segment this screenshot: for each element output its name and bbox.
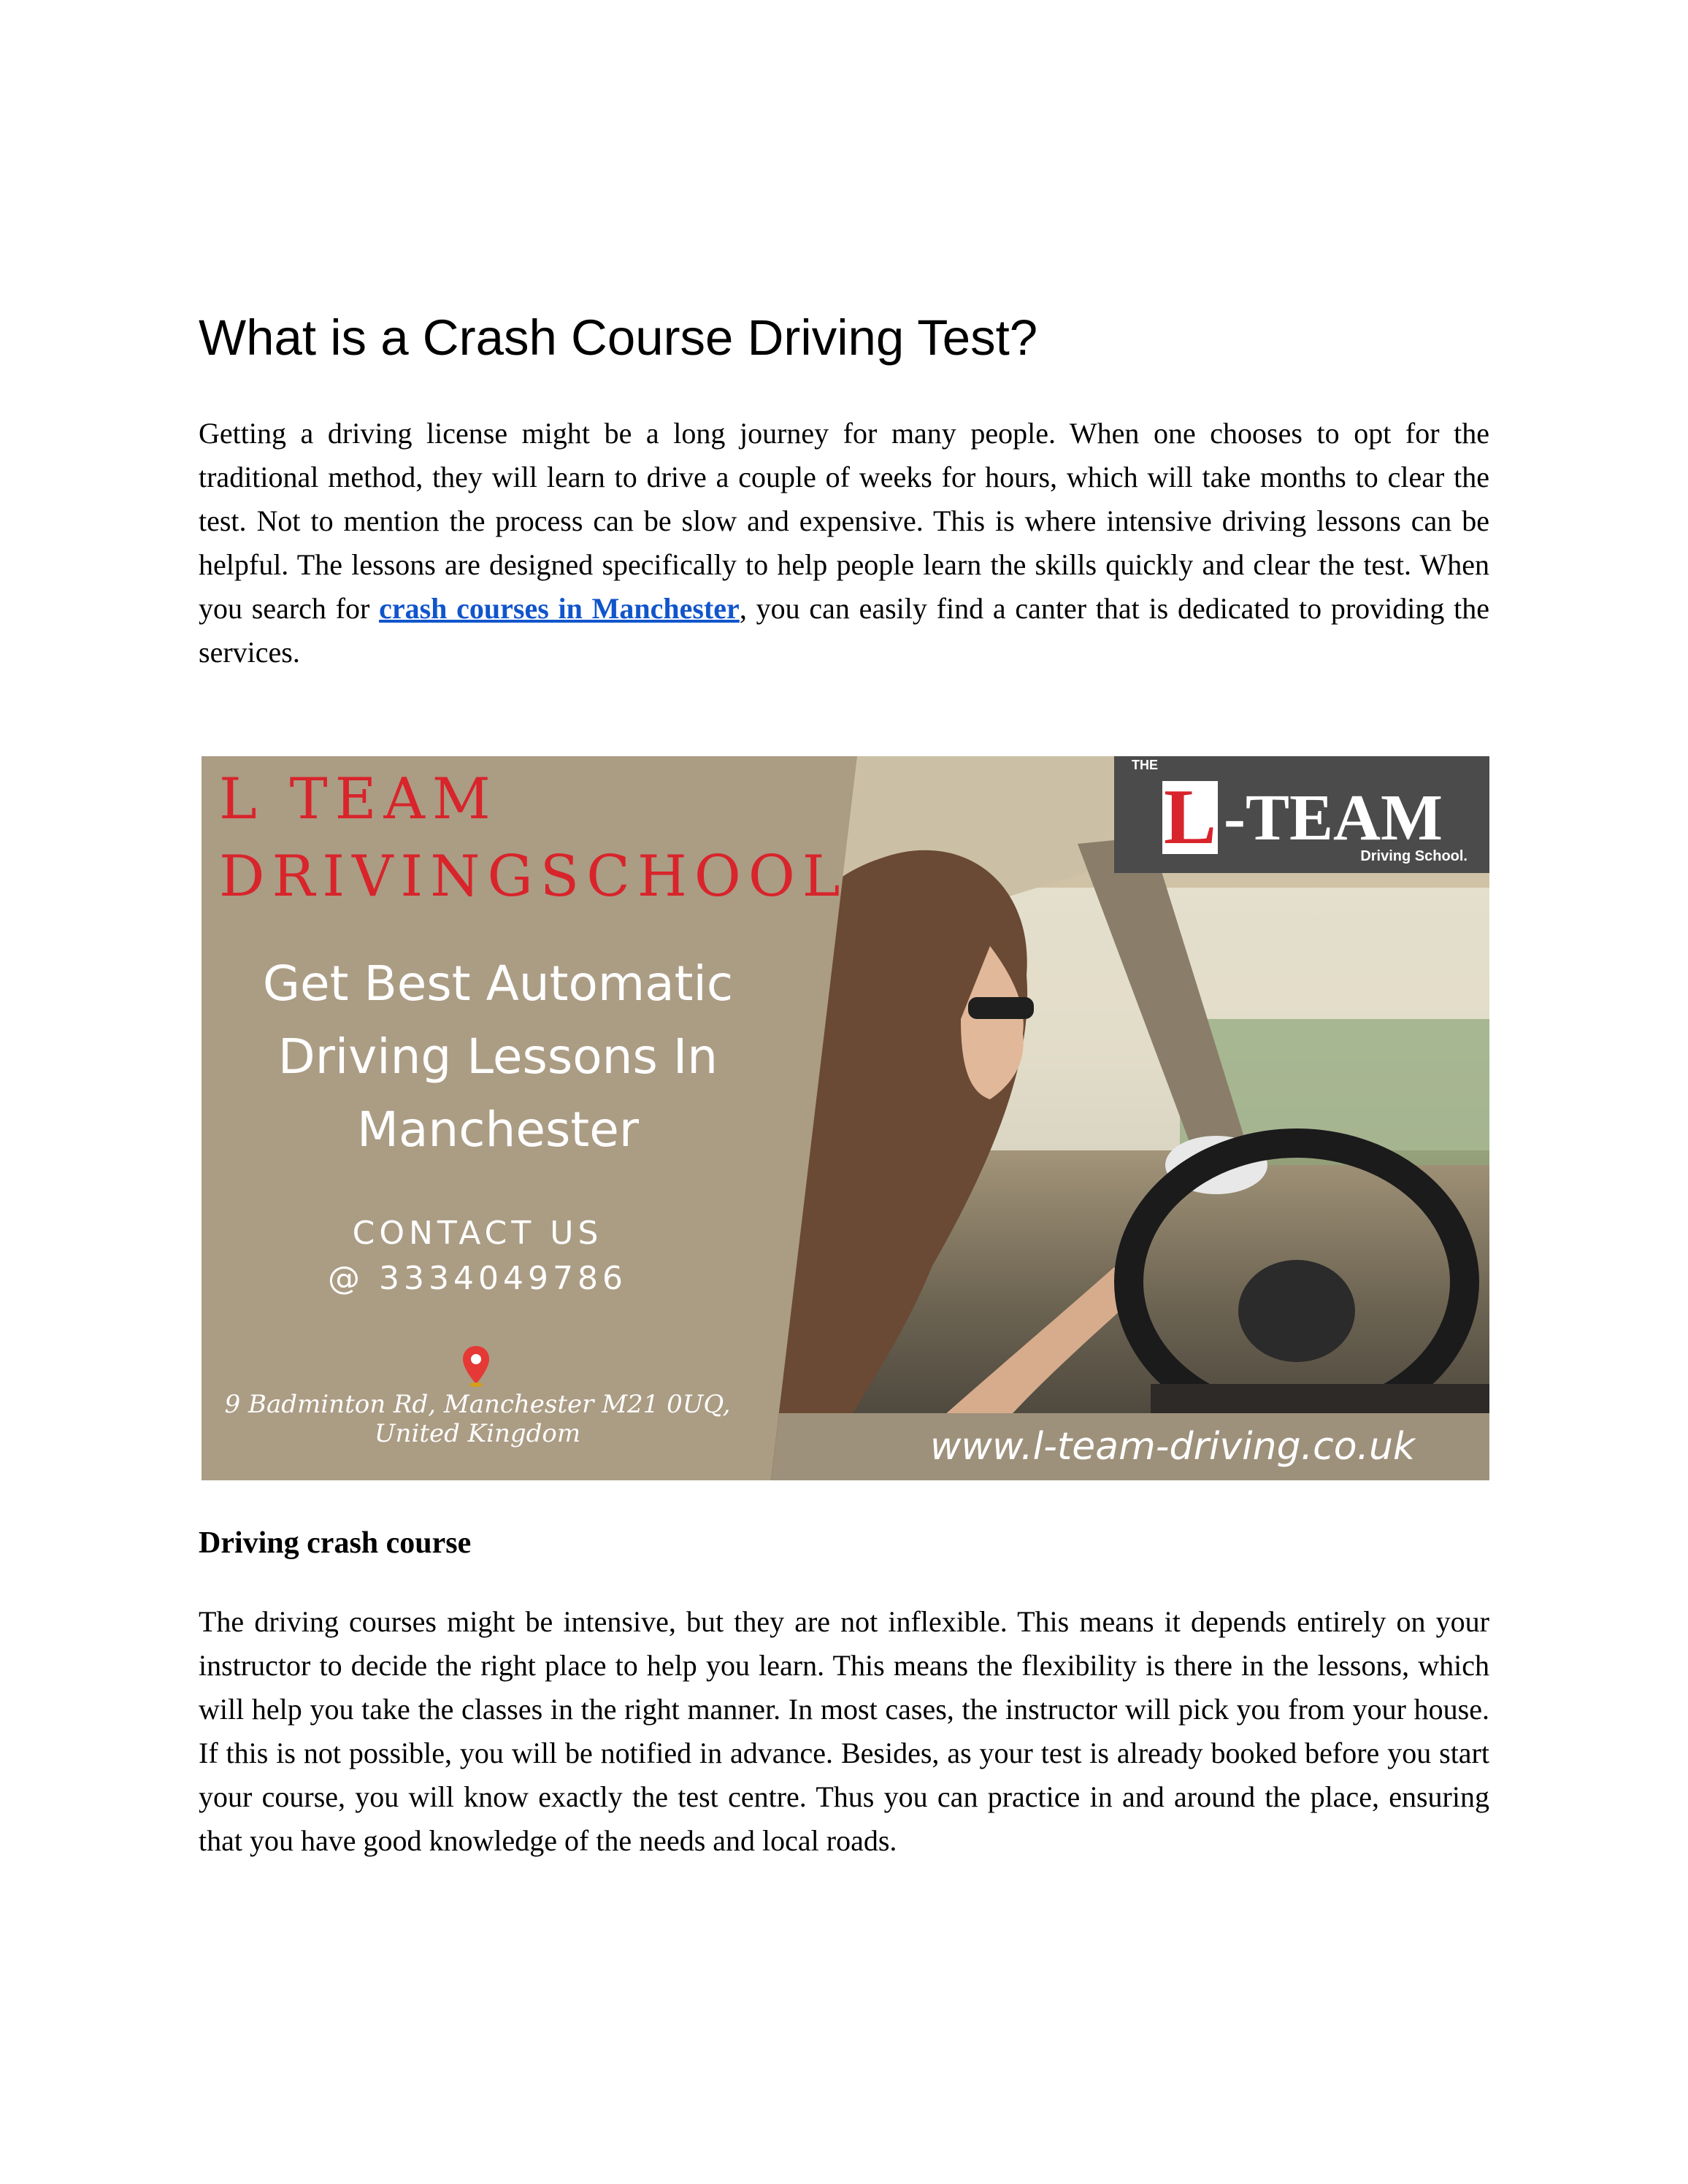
banner-address: 9 Badminton Rd, Manchester M21 0UQ, United Kingdom <box>224 1390 731 1448</box>
brand-line-2: DRIVINGSCHOOL <box>219 844 848 910</box>
contact-phone: @ 3334049786 <box>328 1260 627 1297</box>
section-body: The driving courses might be intensive, but they are not inflexible. This means it depends entirely on your instructor to decide the right place to help you learn. This means the flexibility is there in the lessons, which will help you take the classes in the right manner. In most cases, the instructor will pick you from your house. If this is not possible, you will be notified in advance. Besides, as your test is already booked before you start your course, you will know exactly the test centre. Thus you can practice in and around the place, ensuring that you have good knowledge of the needs and local roads. <box>199 1605 1489 1857</box>
driving-school-banner <box>202 756 1489 1480</box>
page-title: What is a Crash Course Driving Test? <box>199 309 1038 366</box>
contact-label: CONTACT US <box>352 1215 603 1252</box>
banner-tagline: Get Best Automatic Driving Lessons In Manchester <box>262 956 734 1158</box>
crash-courses-link[interactable]: crash courses in Manchester <box>379 592 740 625</box>
l-team-logo <box>1114 756 1489 873</box>
logo-the-text: THE <box>1132 758 1158 772</box>
logo-l-plate: L <box>1163 774 1217 861</box>
intro-paragraph <box>199 412 1489 674</box>
logo-team-text: -TEAM <box>1224 782 1443 854</box>
intro-text-start: Getting a driving license might be a long journey for many people. When one chooses to opt for the traditional method, they will learn to drive a couple of weeks for hours, which will take months to clear the test. Not to mention the process can be slow and expensive. This is where intensive driving lessons can be helpful. The lessons are designed specifically to help people learn the skills quickly and clear the test. When you search for <box>199 417 1489 625</box>
banner-website: www.l-team-driving.co.uk <box>929 1425 1416 1469</box>
brand-line-1: L TEAM <box>219 766 498 832</box>
location-pin-icon <box>461 1345 491 1387</box>
intro-text-end: , you can easily find a canter that is dedicated to providing the services. <box>199 592 1490 669</box>
section-heading: Driving crash course <box>199 1526 472 1560</box>
logo-subtitle: Driving School. <box>1360 848 1468 864</box>
